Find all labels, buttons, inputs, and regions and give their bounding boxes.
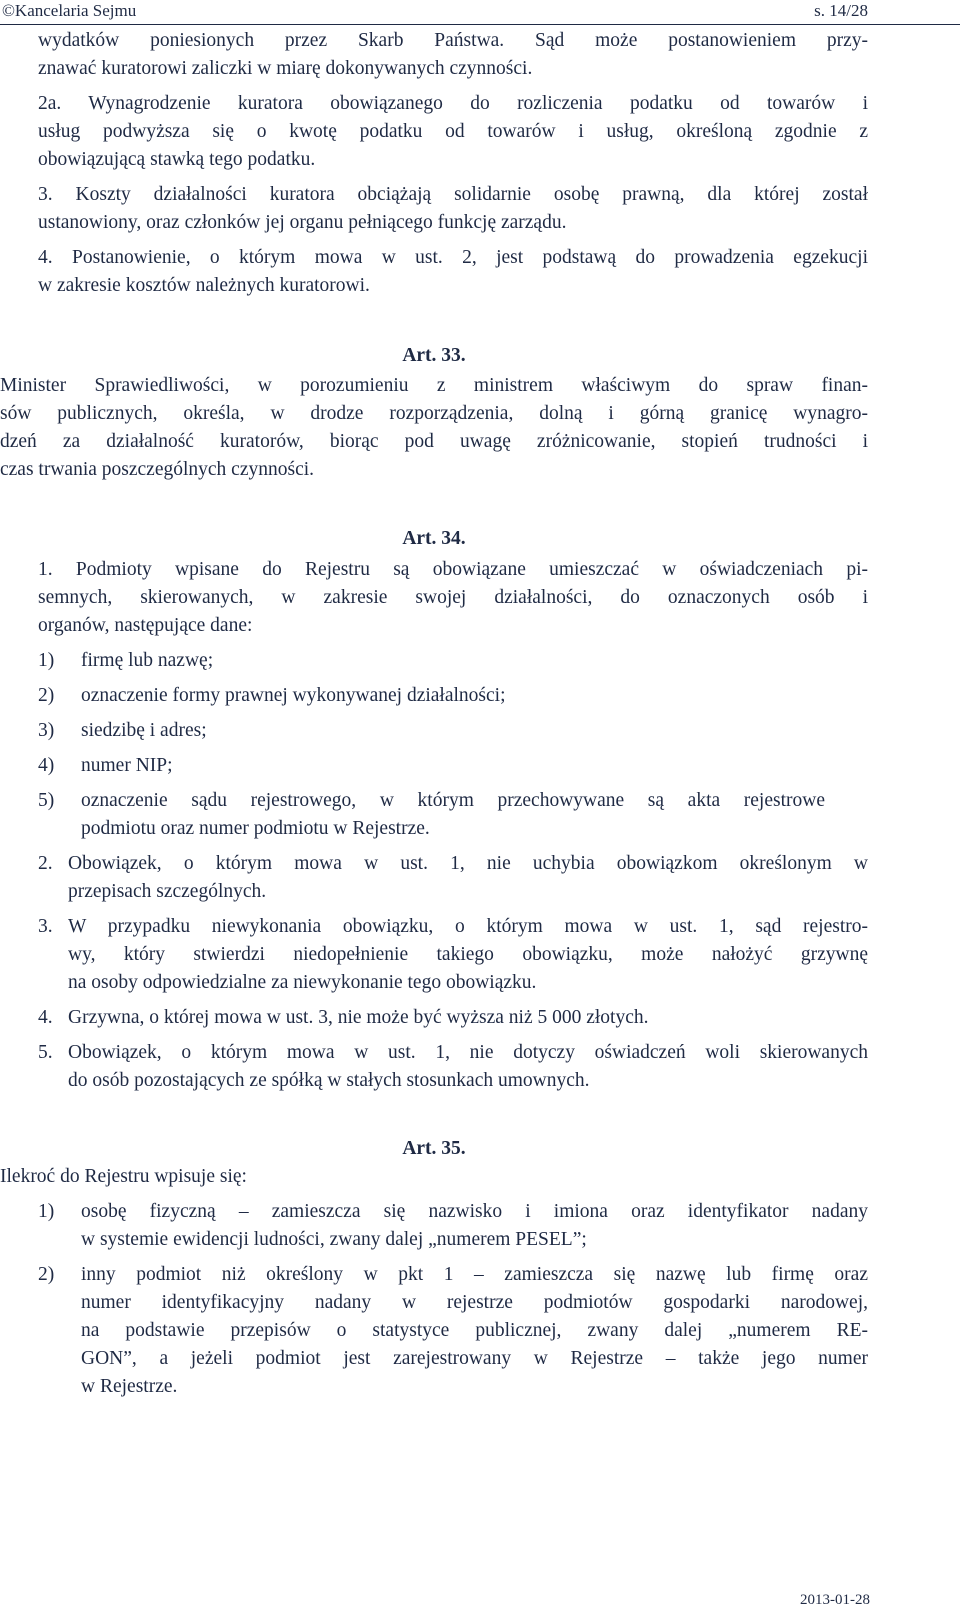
- item-text: siedzibę i adres;: [81, 720, 207, 741]
- item-number: 3): [38, 720, 55, 741]
- article-35-heading: Art. 35.: [402, 1138, 466, 1159]
- list-item: [0, 1198, 868, 1254]
- paragraph-text: przepisach szczególnych.: [68, 881, 267, 902]
- article-34-paragraph-1: [0, 556, 868, 640]
- text-line: dzeń za działalność kuratorów, biorąc pod uwagę zróżnicowanie, stopień trudności i: [0, 431, 868, 452]
- text-line: Ilekroć do Rejestru wpisuje się:: [0, 1166, 247, 1187]
- text-line: organów, następujące dane:: [38, 615, 253, 636]
- article-34-paragraphs: [0, 843, 868, 1095]
- list-item: [0, 682, 868, 710]
- paragraph-text: Obowiązek, o którym mowa w ust. 1, nie dotyczy oświadczeń woli skierowanych: [68, 1042, 868, 1063]
- item-text: w Rejestrze.: [81, 1376, 178, 1397]
- article-35-intro: [0, 1163, 868, 1191]
- item-text: numer NIP;: [81, 755, 173, 776]
- paragraph-item: [38, 1039, 868, 1095]
- paragraph-3: [0, 181, 868, 237]
- item-text: oznaczenie formy prawnej wykonywanej działalności;: [81, 685, 506, 706]
- paragraph-text: na osoby odpowiedzialne za niewykonanie tego obowiązku.: [68, 972, 537, 993]
- item-text: oznaczenie sądu rejestrowego, w którym przechowywane są akta rejestrowe: [81, 790, 825, 811]
- footer-date: 2013-01-28: [800, 1592, 870, 1608]
- item-text: numer identyfikacyjny nadany w rejestrze podmiotów gospodarki narodowej,: [81, 1292, 868, 1313]
- paragraph-text: W przypadku niewykonania obowiązku, o którym mowa w ust. 1, sąd rejestro-: [68, 916, 868, 937]
- text-line: 1. Podmioty wpisane do Rejestru są obowiązane umieszczać w oświadczeniach pi-: [38, 559, 868, 580]
- text-line: Minister Sprawiedliwości, w porozumieniu z ministrem właściwym do spraw finan-: [0, 375, 868, 396]
- paragraph-item: [38, 1004, 868, 1032]
- document-body: [0, 27, 868, 1401]
- continued-paragraph: [0, 27, 868, 83]
- list-item: [0, 752, 868, 780]
- text-line: wydatków poniesionych przez Skarb Państwa. Sąd może postanowieniem przy-: [38, 30, 868, 51]
- paragraph-text: Grzywna, o której mowa w ust. 3, nie może być wyższa niż 5 000 złotych.: [68, 1007, 649, 1028]
- text-line: znawać kuratorowi zaliczki w miarę dokonywanych czynności.: [38, 58, 533, 79]
- paragraph-text: wy, który stwierdzi niedopełnienie takiego obowiązku, może nałożyć grzywnę: [68, 944, 868, 965]
- text-line: 2a. Wynagrodzenie kuratora obowiązanego do rozliczenia podatku od towarów i: [38, 93, 868, 114]
- item-text: w systemie ewidencji ludności, zwany dalej „numerem PESEL”;: [81, 1229, 587, 1250]
- page-number: s. 14/28: [814, 1, 868, 20]
- list-item: [0, 787, 868, 843]
- item-number: 2): [38, 1264, 55, 1285]
- item-text: podmiotu oraz numer podmiotu w Rejestrze.: [81, 818, 430, 839]
- text-line: ustanowiony, oraz członków jej organu pełniącego funkcję zarządu.: [38, 212, 567, 233]
- article-34-item-list: [0, 640, 868, 843]
- item-number: 2): [38, 685, 55, 706]
- list-item: [0, 647, 868, 675]
- text-line: sów publicznych, określa, w drodze rozporządzenia, dolną i górną granicę wynagro-: [0, 403, 868, 424]
- item-text: GON”, a jeżeli podmiot jest zarejestrowany w Rejestrze – także jego numer: [81, 1348, 868, 1369]
- item-number: 1): [38, 1201, 55, 1222]
- text-line: 4. Postanowienie, o którym mowa w ust. 2, jest podstawą do prowadzenia egzekucji: [38, 247, 868, 268]
- text-line: w zakresie kosztów należnych kuratorowi.: [38, 275, 370, 296]
- item-number: 5): [38, 790, 55, 811]
- item-text: na podstawie przepisów o statystyce publicznej, zwany dalej „numerem RE-: [81, 1320, 868, 1341]
- list-item: [0, 1261, 868, 1401]
- item-text: inny podmiot niż określony w pkt 1 – zamieszcza się nazwę lub firmę oraz: [81, 1264, 868, 1285]
- item-number: 1): [38, 650, 55, 671]
- paragraph-number: 3.: [38, 916, 53, 937]
- paragraph-4: [0, 244, 868, 300]
- paragraph-number: 5.: [38, 1042, 53, 1063]
- paragraph-text: do osób pozostających ze spółką w stałych stosunkach umownych.: [68, 1070, 590, 1091]
- paragraph-item: [38, 913, 868, 997]
- text-line: usług podwyższa się o kwotę podatku od towarów i usług, określoną zgodnie z: [38, 121, 868, 142]
- paragraph-text: Obowiązek, o którym mowa w ust. 1, nie uchybia obowiązkom określonym w: [68, 853, 868, 874]
- page-header: [0, 0, 960, 25]
- text-line: 3. Koszty działalności kuratora obciążają solidarnie osobę prawną, dla której został: [38, 184, 868, 205]
- text-line: semnych, skierowanych, w zakresie swojej działalności, do oznaczonych osób i: [38, 587, 868, 608]
- copyright-label: ©Kancelaria Sejmu: [2, 1, 137, 20]
- list-item: [0, 717, 868, 745]
- paragraph-2a: [0, 90, 868, 174]
- paragraph-number: 4.: [38, 1007, 53, 1028]
- text-line: obowiązującą stawką tego podatku.: [38, 149, 316, 170]
- article-35-item-list: [0, 1191, 868, 1401]
- article-33-text: [0, 372, 868, 484]
- item-number: 4): [38, 755, 55, 776]
- article-33-heading: Art. 33.: [402, 345, 466, 366]
- paragraph-item: [38, 850, 868, 906]
- paragraph-number: 2.: [38, 853, 53, 874]
- article-34-heading: Art. 34.: [402, 528, 466, 549]
- text-line: czas trwania poszczególnych czynności.: [0, 459, 315, 480]
- item-text: firmę lub nazwę;: [81, 650, 214, 671]
- item-text: osobę fizyczną – zamieszcza się nazwisko i imiona oraz identyfikator nadany: [81, 1201, 868, 1222]
